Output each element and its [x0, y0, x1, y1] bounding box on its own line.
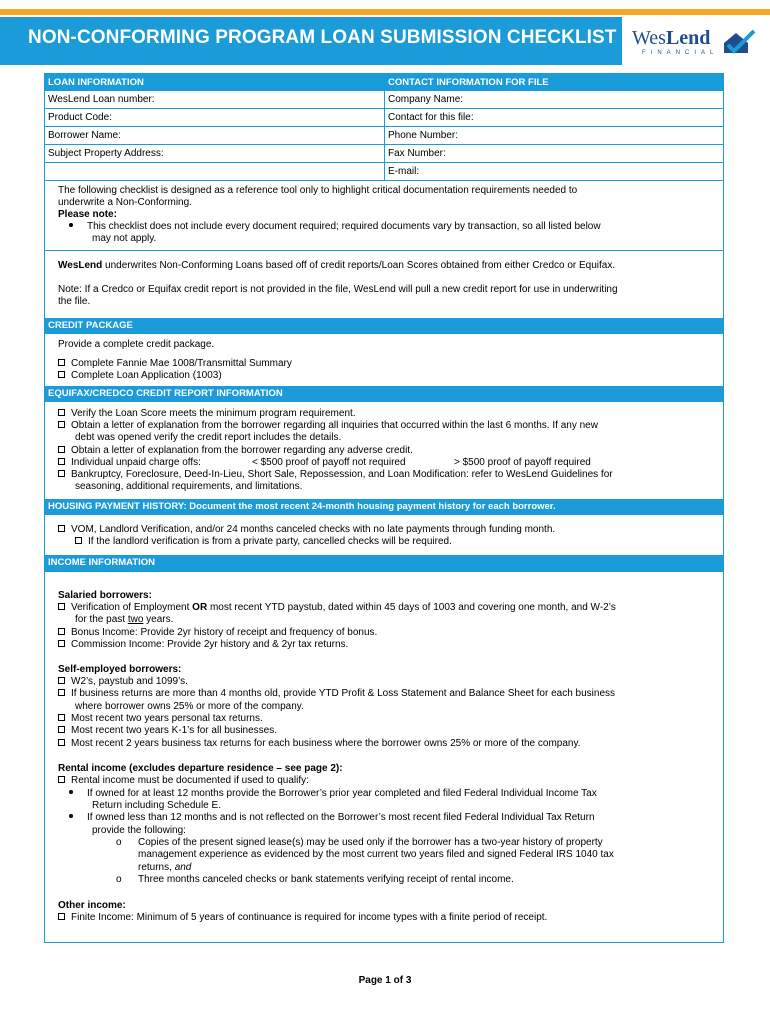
item-label: Most recent two years personal tax returns. — [71, 713, 263, 724]
please-note-label: Please note: — [58, 209, 117, 220]
checklist-item[interactable] — [58, 775, 309, 787]
note-bullet-text: This checklist does not include every document required; required documents vary by transaction, so all listed below — [87, 221, 601, 232]
page-header — [0, 17, 770, 65]
circle-bullet-icon: o — [116, 874, 122, 885]
intro-line: underwrite a Non-Conforming. — [58, 197, 192, 208]
weslend-statement — [58, 260, 615, 272]
phone-number-field[interactable]: Phone Number: — [385, 127, 723, 145]
checklist-item[interactable] — [58, 725, 277, 737]
empty-cell — [45, 163, 385, 181]
checklist-item[interactable] — [58, 358, 292, 370]
info-row — [45, 91, 723, 109]
item-label: W2’s, paystub and 1099’s. — [71, 676, 188, 687]
info-row — [45, 127, 723, 145]
item-label: Most recent 2 years business tax returns for each business where the borrower owns 25% or more of the company. — [71, 738, 581, 749]
checkbox[interactable] — [58, 913, 65, 920]
checkbox[interactable] — [58, 421, 65, 428]
item-label: Commission Income: Provide 2yr history and & 2yr tax returns. — [71, 639, 349, 650]
credit-package-header: CREDIT PACKAGE — [45, 318, 723, 334]
item-label: Finite Income: Minimum of 5 years of continuance is required for income types with a finite period of receipt. — [71, 912, 548, 923]
contact-info-header: CONTACT INFORMATION FOR FILE — [385, 74, 723, 91]
item-label: years. — [143, 614, 174, 625]
checklist-item[interactable] — [58, 524, 555, 536]
checkbox[interactable] — [58, 677, 65, 684]
item-label: returns, — [138, 862, 175, 873]
rental-title: Rental income (excludes departure residence – see page 2): — [58, 763, 343, 774]
intro-line: The following checklist is designed as a reference tool only to highlight critical documentation requirements needed to — [58, 185, 578, 196]
checklist-item[interactable] — [58, 688, 615, 700]
product-code-field[interactable]: Product Code: — [45, 109, 385, 127]
checklist-item[interactable] — [58, 912, 547, 924]
checkbox[interactable] — [58, 409, 65, 416]
item-label: for the past — [75, 614, 128, 625]
checklist-item[interactable] — [58, 457, 201, 469]
checklist-item[interactable] — [58, 738, 581, 750]
checkbox[interactable] — [58, 359, 65, 366]
checkbox[interactable] — [58, 525, 65, 532]
equifax-header: EQUIFAX/CREDCO CREDIT REPORT INFORMATION — [45, 386, 723, 402]
note-bullet — [69, 221, 601, 233]
item-label: If owned less than 12 months and is not reflected on the Borrower’s most recent filed Federal Individual Tax Return — [87, 812, 595, 823]
income-header: INCOME INFORMATION — [45, 555, 723, 571]
housing-header: HOUSING PAYMENT HISTORY: Document the most recent 24-month housing payment history for each borrower. — [45, 499, 723, 515]
bullet-icon — [69, 814, 73, 818]
file-contact-field[interactable]: Contact for this file: — [385, 109, 723, 127]
checklist-item[interactable] — [58, 370, 222, 382]
salaried-title: Salaried borrowers: — [58, 590, 152, 601]
item-label: Verify the Loan Score meets the minimum program requirement. — [71, 408, 356, 419]
weslend-logo — [632, 25, 760, 59]
checkbox[interactable] — [58, 458, 65, 465]
note-bullet-cont: may not apply. — [92, 233, 157, 244]
title-band — [0, 17, 622, 65]
self-employed-title: Self-employed borrowers: — [58, 664, 182, 675]
fax-number-field[interactable]: Fax Number: — [385, 145, 723, 163]
item-label: Individual unpaid charge offs: — [71, 457, 201, 468]
item-label: VOM, Landlord Verification, and/or 24 months canceled checks with no late payments through funding month. — [71, 524, 556, 535]
credit-note-cont: the file. — [58, 296, 91, 307]
item-label-cont: management experience as evidenced by the most current two years filed and signed Federal IRS 1040 tax — [138, 849, 614, 860]
checkbox[interactable] — [58, 628, 65, 635]
rental-sub-bullet — [116, 837, 603, 849]
item-label-cont: provide the following: — [92, 825, 186, 836]
checkbox[interactable] — [58, 776, 65, 783]
loan-info-header: LOAN INFORMATION — [45, 74, 385, 91]
checkbox[interactable] — [58, 714, 65, 721]
loan-number-field[interactable]: WesLend Loan number: — [45, 91, 385, 109]
divider — [45, 250, 723, 251]
item-label: Most recent two years K-1’s for all businesses. — [71, 725, 278, 736]
bullet-icon — [69, 790, 73, 794]
logo-wordmark — [632, 27, 710, 50]
item-label-cont: where borrower owns 25% or more of the company. — [75, 701, 304, 712]
company-name-field[interactable]: Company Name: — [385, 91, 723, 109]
item-label: Three months canceled checks or bank statements verifying receipt of rental income. — [138, 874, 514, 885]
checkbox[interactable] — [58, 726, 65, 733]
item-label: Rental income must be documented if used to qualify: — [71, 775, 309, 786]
checklist-item[interactable] — [58, 420, 598, 432]
item-label-italic: and — [174, 862, 192, 873]
item-label: Obtain a letter of explanation from the borrower regarding any adverse credit. — [71, 445, 413, 456]
item-label: If owned for at least 12 months provide the Borrower’s prior year completed and filed Federal Individual Income Tax — [87, 788, 597, 799]
checkbox[interactable] — [58, 603, 65, 610]
info-row — [45, 109, 723, 127]
checkbox[interactable] — [58, 446, 65, 453]
checklist-item[interactable] — [58, 676, 188, 688]
checklist-form — [44, 73, 724, 943]
logo-subtitle: FINANCIAL — [642, 50, 719, 56]
checkbox[interactable] — [58, 689, 65, 696]
checklist-item[interactable] — [58, 627, 377, 639]
item-label: Obtain a letter of explanation from the borrower regarding all inquiries that occurred within the last 6 months. If any new — [71, 420, 598, 431]
item-label-cont: debt was opened verify the credit report includes the details. — [75, 432, 342, 443]
logo-lend: Lend — [665, 27, 711, 49]
checkbox[interactable] — [58, 640, 65, 647]
rental-bullet — [69, 812, 595, 824]
item-label-underline: two — [127, 614, 144, 625]
rental-bullet — [69, 788, 597, 800]
item-label: If business returns are more than 4 months old, provide YTD Profit & Loss Statement and Balance Sheet for each business — [71, 688, 615, 699]
circle-bullet-icon: o — [116, 837, 122, 848]
other-income-title: Other income: — [58, 900, 126, 911]
item-label: Bankruptcy, Foreclosure, Deed-In-Lieu, Short Sale, Repossession, and Loan Modification: refer to WesLend Guidelines for — [71, 469, 613, 480]
item-label-cont: Return including Schedule E. — [92, 800, 221, 811]
charge-off-under: < $500 proof of payoff not required — [252, 457, 406, 468]
checklist-item[interactable] — [58, 639, 348, 651]
checklist-item[interactable] — [58, 602, 616, 614]
item-label: If the landlord verification is from a private party, cancelled checks will be required. — [88, 536, 452, 547]
email-field[interactable]: E-mail: — [385, 163, 723, 181]
rental-sub-bullet — [116, 874, 514, 886]
weslend-bold: WesLend — [58, 260, 103, 271]
checkbox[interactable] — [58, 470, 65, 477]
bullet-icon — [69, 223, 73, 227]
item-label: Complete Fannie Mae 1008/Transmittal Summary — [71, 358, 292, 369]
item-label: Bonus Income: Provide 2yr history of receipt and frequency of bonus. — [71, 627, 378, 638]
borrower-name-field[interactable]: Borrower Name: — [45, 127, 385, 145]
item-label-bold: OR — [192, 602, 208, 613]
checklist-item[interactable] — [58, 713, 263, 725]
item-label-cont — [75, 614, 173, 626]
divider — [45, 571, 723, 572]
top-accent-bar — [0, 9, 770, 15]
info-table-header — [45, 74, 723, 92]
item-label-cont — [138, 862, 191, 874]
checklist-item[interactable] — [58, 408, 356, 420]
logo-wes: Wes — [632, 27, 666, 49]
weslend-rest: underwrites Non-Conforming Loans based off of credit reports/Loan Scores obtained from either Credco or Equifax. — [102, 260, 616, 271]
property-address-field[interactable]: Subject Property Address: — [45, 145, 385, 163]
charge-off-over: > $500 proof of payoff required — [454, 457, 591, 468]
credit-package-intro: Provide a complete credit package. — [58, 339, 215, 350]
page-title: NON-CONFORMING PROGRAM LOAN SUBMISSION CHECKLIST — [28, 27, 617, 48]
info-row — [45, 145, 723, 163]
checkbox[interactable] — [75, 537, 82, 544]
checklist-item[interactable] — [58, 469, 613, 481]
info-row — [45, 163, 723, 181]
item-label-cont: seasoning, additional requirements, and limitations. — [75, 481, 303, 492]
page-number: Page 1 of 3 — [358, 975, 412, 986]
item-label: Copies of the present signed lease(s) may be used only if the borrower has a two-year history of property — [138, 837, 603, 848]
item-label: most recent YTD paystub, dated within 45 days of 1003 and covering one month, and W-2’s — [207, 602, 616, 613]
credit-note: Note: If a Credco or Equifax credit report is not provided in the file, WesLend will pull a new credit report for use in underwriting — [58, 284, 618, 295]
checklist-item[interactable] — [75, 536, 452, 548]
checklist-item[interactable] — [58, 445, 413, 457]
item-label: Complete Loan Application (1003) — [71, 370, 222, 381]
checkbox[interactable] — [58, 739, 65, 746]
house-check-icon — [722, 29, 756, 55]
checkbox[interactable] — [58, 371, 65, 378]
item-label: Verification of Employment — [71, 602, 193, 613]
